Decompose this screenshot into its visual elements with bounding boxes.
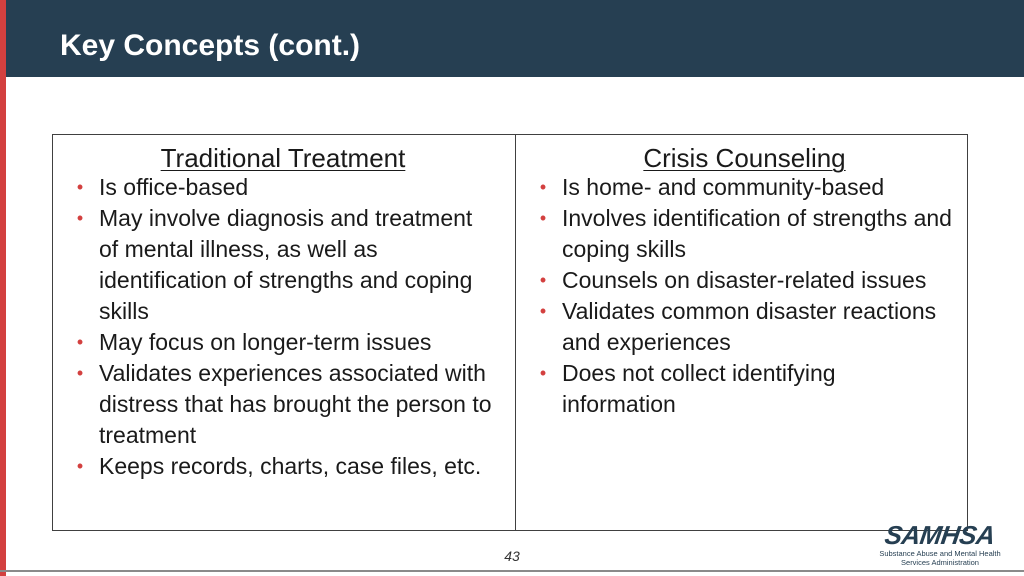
bullet-icon: • (76, 332, 84, 352)
list-item: • Is home- and community-based (534, 172, 955, 203)
bullet-icon: • (539, 208, 547, 228)
list-item: • Validates experiences associated with distress that has brought the person to treatment (71, 358, 495, 451)
list-item: • May focus on longer-term issues (71, 327, 495, 358)
list-item: • Keeps records, charts, case files, etc. (71, 451, 495, 482)
slide-title: Key Concepts (cont.) (60, 29, 361, 62)
accent-bar (0, 0, 6, 576)
list-item: • Counsels on disaster-related issues (534, 265, 955, 296)
list-item: • Does not collect identifying information (534, 358, 955, 420)
list-item: • Is office-based (71, 172, 495, 203)
bullet-icon: • (76, 456, 84, 476)
logo-subtitle-line1: Substance Abuse and Mental Health (879, 549, 1001, 558)
bullet-icon: • (539, 270, 547, 290)
bullet-list (534, 172, 955, 420)
page-number: 43 (504, 548, 520, 564)
comparison-table (52, 134, 968, 531)
list-item: • Validates common disaster reactions and experiences (534, 296, 955, 358)
bullet-icon: • (539, 301, 547, 321)
column-heading: Crisis Counseling (643, 143, 846, 173)
samhsa-logo (878, 522, 1002, 570)
traditional-treatment-column (53, 135, 516, 530)
footer-divider (0, 570, 1024, 572)
logo-subtitle-line2: Services Administration (901, 558, 979, 567)
logo-wordmark: SAMHSA (883, 520, 997, 550)
bullet-icon: • (76, 363, 84, 383)
bullet-icon: • (539, 177, 547, 197)
bullet-icon: • (539, 363, 547, 383)
bullet-list (71, 172, 495, 482)
list-item: • Involves identification of strengths and coping skills (534, 203, 955, 265)
bullet-icon: • (76, 208, 84, 228)
bullet-icon: • (76, 177, 84, 197)
list-item: • May involve diagnosis and treatment of mental illness, as well as identification of strengths and coping skills (71, 203, 495, 327)
column-heading: Traditional Treatment (160, 143, 406, 173)
crisis-counseling-column (516, 135, 967, 530)
